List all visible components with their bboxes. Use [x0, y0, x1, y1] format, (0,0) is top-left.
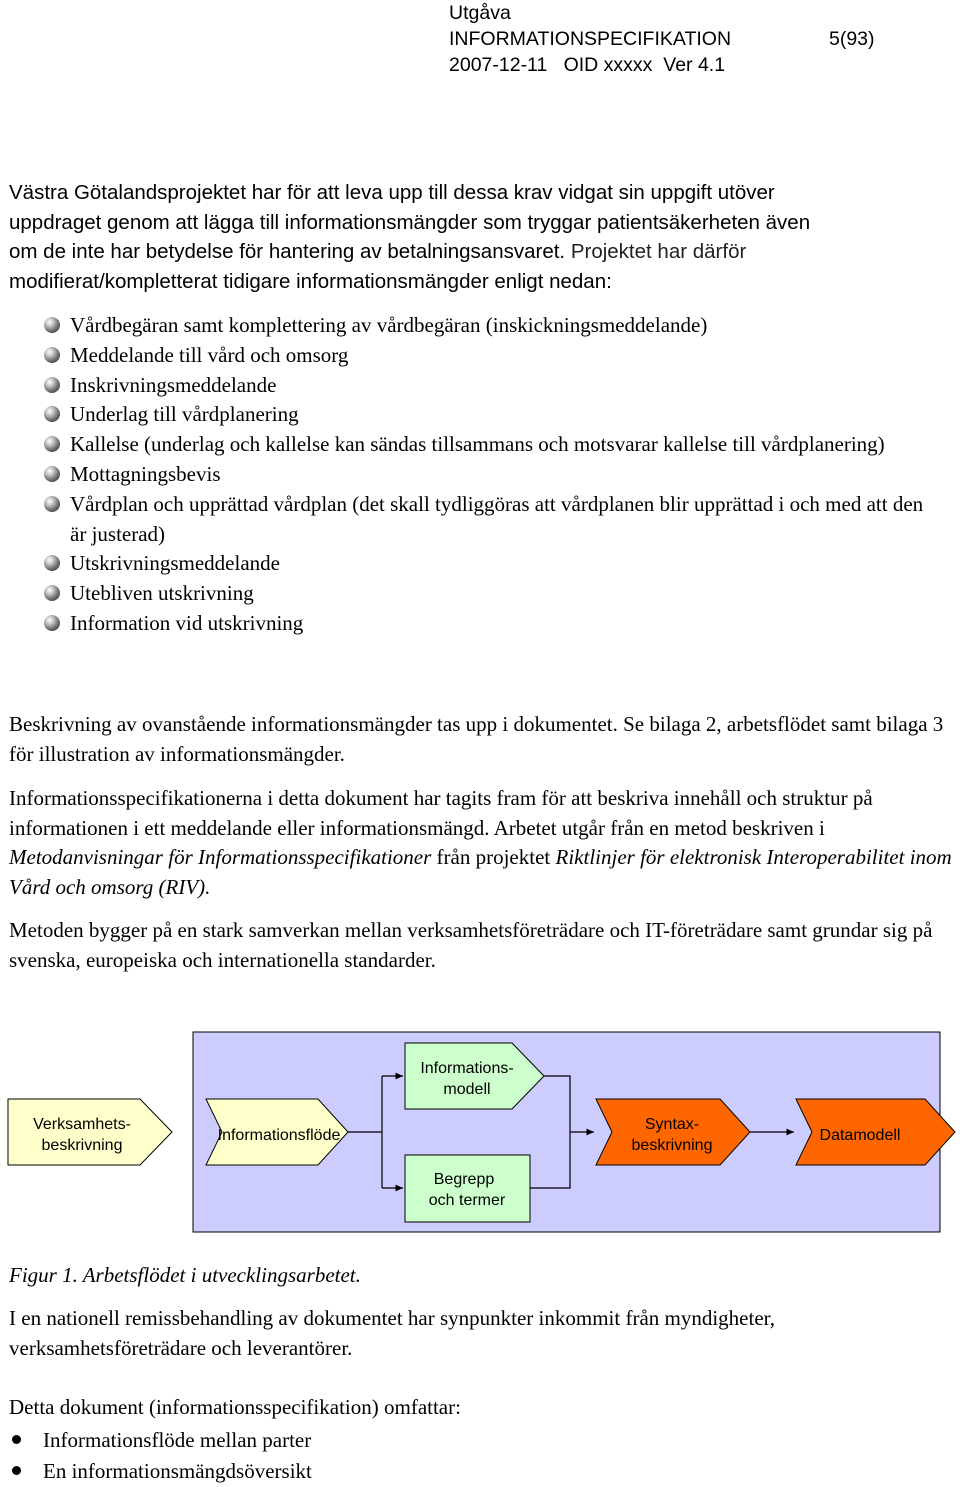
- paragraph-review: I en nationell remissbehandling av dokumentet har synpunkter inkommit från myndigheter, verksamhetsföreträdare och leverantörer.: [9, 1306, 776, 1360]
- list-item: Vårdbegäran samt komplettering av vårdbegäran (inskickningsmeddelande): [44, 311, 944, 341]
- step-data-model-label: Datamodell: [819, 1127, 901, 1144]
- intro-line-1: Västra Götalandsprojektet har för att leva upp till dessa krav vidgat sin uppgift utöver: [9, 181, 775, 204]
- ball-bullet-icon: [44, 406, 60, 422]
- intro-line-4: modifierat/kompletterat tidigare informationsmängder enligt nedan:: [9, 270, 612, 294]
- list-item: Mottagningsbevis: [44, 460, 944, 490]
- intro-line-3-a: om de inte har betydelse för hantering av betalningsansvaret.: [9, 240, 566, 264]
- scope-list: [9, 1425, 312, 1486]
- step-information-model-line-2: modell: [443, 1081, 491, 1098]
- doc-version: Ver 4.1: [663, 54, 726, 76]
- list-item: Meddelande till vård och omsorg: [44, 341, 944, 371]
- paragraph-method: Informationsspecifikationerna i detta dokument har tagits fram för att beskriva innehåll och struktur på informationen i ett meddelande eller informationsmängd. Arbetet utgår från en metod beskriven i Metodanvisningar för Informationsspecifikationer från projektet Riktlinjer för elektronisk Interoperabilitet inom Vård och omsorg (RIV).: [9, 786, 952, 900]
- ball-bullet-icon: [44, 496, 60, 512]
- list-item: Utskrivningsmeddelande: [44, 549, 944, 579]
- list-item: Information vid utskrivning: [44, 609, 944, 639]
- list-item: Underlag till vårdplanering: [44, 400, 944, 430]
- ball-bullet-icon: [44, 466, 60, 482]
- step-syntax-description-line-2: beskrivning: [631, 1137, 713, 1154]
- project-title: Riktlinjer för elektronisk Interoperabilitet inom Vård och omsorg (RIV).: [9, 845, 952, 900]
- ball-bullet-icon: [44, 615, 60, 631]
- step-business-description-line-1: Verksamhets-: [33, 1116, 131, 1133]
- intro-line-2: uppdraget genom att lägga till informationsmängder som tryggar patientsäkerheten även: [9, 210, 811, 234]
- list-item: Vårdplan och upprättad vårdplan (det skall tydliggöras att vårdplanen blir upprättad i och med att den är justerad): [44, 490, 944, 550]
- method-title: Metodanvisningar för Informationsspecifikationer: [9, 845, 432, 870]
- doc-oid: OID xxxxx: [563, 54, 653, 76]
- intro-paragraph: [9, 178, 954, 297]
- list-item: En informationsmängdsöversikt: [9, 1456, 312, 1487]
- list-item: Utebliven utskrivning: [44, 579, 944, 609]
- doc-date: 2007-12-11: [449, 54, 548, 76]
- step-concepts-terms-line-1: Begrepp: [433, 1171, 495, 1188]
- intro-line-3: [9, 237, 954, 267]
- paragraph-scope-intro: Detta dokument (informationsspecifikation) omfattar:: [9, 1395, 461, 1419]
- step-information-flow-label: Informationsflöde: [217, 1127, 341, 1144]
- step-business-description-line-2: beskrivning: [41, 1137, 123, 1154]
- information-set-list: [44, 311, 944, 639]
- step-concepts-terms: [405, 1155, 530, 1222]
- bullet-dot-icon: [12, 1435, 21, 1444]
- step-information-model-line-1: Informations-: [420, 1060, 514, 1077]
- page-number: 5(93): [829, 28, 875, 50]
- doc-type: INFORMATIONSPECIFIKATION: [449, 28, 732, 50]
- bullet-dot-icon: [12, 1466, 21, 1475]
- doc-status: Utgåva: [449, 2, 511, 24]
- doc-meta: [449, 52, 731, 78]
- paragraph-description: Beskrivning av ovanstående informationsmängder tas upp i dokumentet. Se bilaga 2, arbetsflödet samt bilaga 3 för illustration av informationsmängder.: [9, 712, 944, 766]
- ball-bullet-icon: [44, 555, 60, 571]
- list-item: Informationsflöde mellan parter: [9, 1425, 312, 1456]
- ball-bullet-icon: [44, 377, 60, 393]
- ball-bullet-icon: [44, 436, 60, 452]
- ball-bullet-icon: [44, 317, 60, 333]
- step-syntax-description-line-1: Syntax-: [644, 1116, 700, 1133]
- paragraph-collaboration: Metoden bygger på en stark samverkan mellan verksamhetsföreträdare och IT-företrädare samt grundar sig på svenska, europeiska och internationella standarder.: [9, 918, 933, 972]
- figure-caption: Figur 1. Arbetsflödet i utvecklingsarbetet.: [9, 1263, 361, 1287]
- list-item: Kallelse (underlag och kallelse kan sändas tillsammans och motsvarar kallelse till vårdplanering): [44, 430, 944, 460]
- ball-bullet-icon: [44, 585, 60, 601]
- intro-line-3-b: Projektet har därför: [565, 240, 747, 264]
- step-concepts-terms-line-2: och termer: [428, 1192, 506, 1209]
- workflow-diagram: [0, 1020, 960, 1250]
- list-item: Inskrivningsmeddelande: [44, 371, 944, 401]
- page-header: [449, 0, 875, 78]
- ball-bullet-icon: [44, 347, 60, 363]
